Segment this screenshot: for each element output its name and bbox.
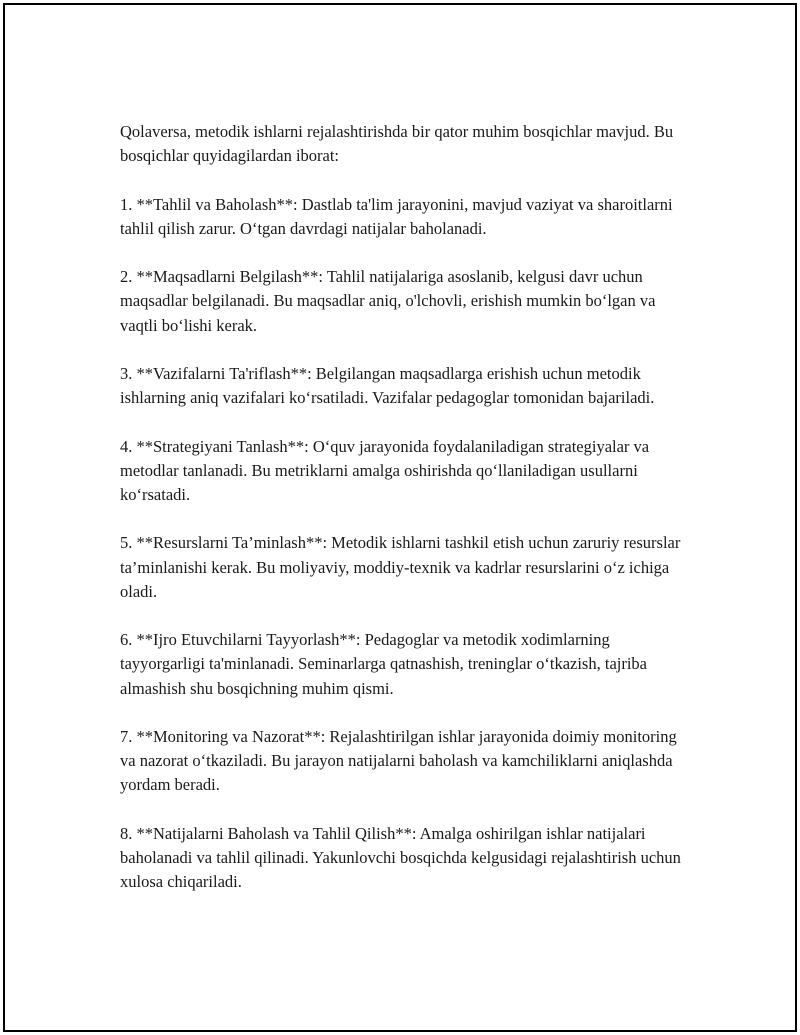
step-paragraph-4: 4. **Strategiyani Tanlash**: O‘quv jarayonida foydalaniladigan strategiyalar va metodlar tanlanadi. Bu metriklarni amalga oshirishda qo‘llaniladigan usullarni ko‘rsatadi. (120, 436, 650, 504)
step-paragraph-7: 7. **Monitoring va Nazorat**: Rejalashtirilgan ishlar jarayonida doimiy monitoring va nazorat o‘tkaziladi. Bu jarayon natijalarni baholash va kamchiliklarni aniqlashda yordam beradi. (120, 726, 677, 795)
step-paragraph-2: 2. **Maqsadlarni Belgilash**: Tahlil natijalariga asoslanib, kelgusi davr uchun maqsadlar belgilanadi. Bu maqsadlar aniq, o'lchovli, erishish mumkin bo‘lgan va vaqtli bo‘lishi kerak. (120, 267, 656, 335)
document-page (3, 3, 797, 1032)
step-paragraph-3: 3. **Vazifalarni Ta'riflash**: Belgilangan maqsadlarga erishish uchun metodik ishlarning aniq vazifalari ko‘rsatiladi. Vazifalar pedagoglar tomonidan bajariladi. (120, 363, 655, 408)
step-paragraph-1: 1. **Tahlil va Baholash**: Dastlab ta'lim jarayonini, mavjud vaziyat va sharoitlarni tahlil qilish zarur. O‘tgan davrdagi natijalar baholanadi. (120, 194, 673, 238)
step-paragraph-8: 8. **Natijalarni Baholash va Tahlil Qilish**: Amalga oshirilgan ishlar natijalari baholanadi va tahlil qilinadi. Yakunlovchi bosqichda kelgusidagi rejalashtirish uchun xulosa chiqariladi. (120, 823, 681, 892)
document-body (120, 120, 690, 919)
step-paragraph-5: 5. **Resurslarni Ta’minlash**: Metodik ishlarni tashkil etish uchun zaruriy resurslar ta’minlanishi kerak. Bu moliyaviy, moddiy-texnik va kadrlar resurslarini o‘z ichiga oladi. (120, 533, 681, 601)
step-paragraph-6: 6. **Ijro Etuvchilarni Tayyorlash**: Pedagoglar va metodik xodimlarning tayyorgarligi ta'minlanadi. Seminarlarga qatnashish, treninglar o‘tkazish, tajriba almashish shu bosqichning muhim qismi. (120, 630, 648, 698)
intro-paragraph: Qolaversa, metodik ishlarni rejalashtirishda bir qator muhim bosqichlar mavjud. Bu bosqichlar quyidagilardan iborat: (120, 122, 674, 166)
